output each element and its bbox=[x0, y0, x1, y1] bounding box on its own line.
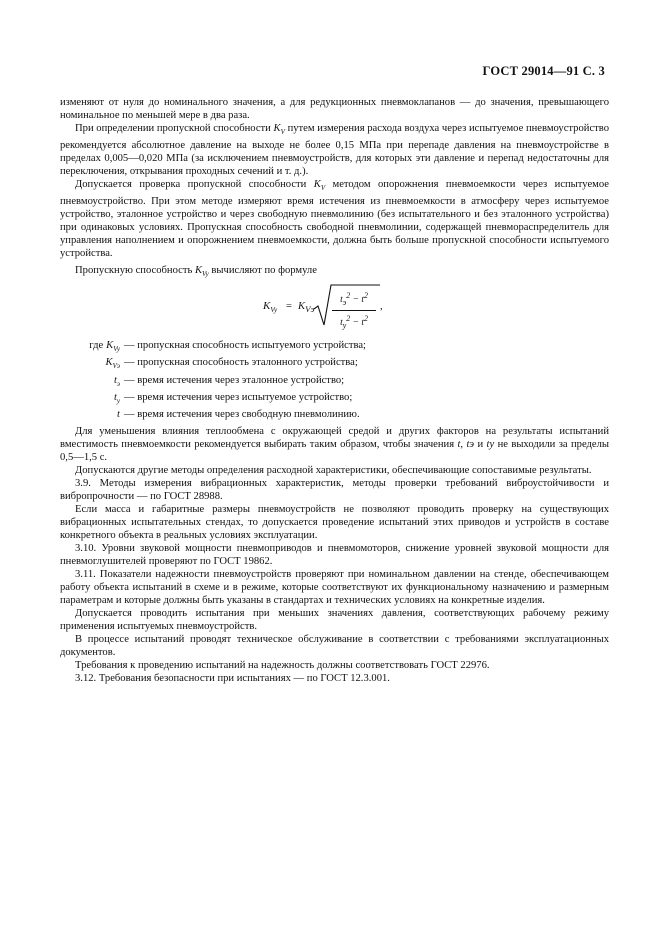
symbol-kv: $K_V$ bbox=[273, 123, 285, 137]
flow-capacity-formula bbox=[60, 283, 609, 333]
symbol-kvy: $K_{Vy}$ bbox=[194, 265, 209, 279]
formula-legend bbox=[60, 339, 609, 425]
document-body bbox=[60, 96, 609, 685]
formula-equals: = bbox=[286, 301, 292, 313]
fraction-bar bbox=[332, 310, 376, 311]
paragraph-mass-dimensions: Если масса и габаритные размеры пневмоустройств не позволяют проводить проверку на существующих вибрационных испытательных стендах, то допускается проведение испытаний этих приводов и устройств в составе конкретного объекта в реальных условиях эксплуатации. bbox=[60, 503, 609, 541]
paragraph-other-methods: Допускаются другие методы определения расходной характеристики, обеспечивающие сопоставимые результаты. bbox=[75, 464, 592, 476]
legend-item: $t_э$ — время истечения через эталонное устройство; bbox=[113, 374, 345, 388]
paragraph-3-12: 3.12. Требования безопасности при испытаниях — по ГОСТ 12.3.001. bbox=[75, 672, 390, 684]
paragraph-formula-intro: Пропускную способность $K_{Vy}$ вычисляют по формуле bbox=[75, 265, 317, 279]
legend-item: $t_у$ — время истечения через испытуемое устройство; bbox=[113, 391, 353, 405]
formula-trailing-comma: , bbox=[380, 301, 383, 313]
formula-fraction bbox=[332, 289, 376, 332]
paragraph-emptying-method: Допускается проверка пропускной способности $K_V$ методом опорожнения пневмоемкости через испытуемое пневмоустройство. При этом методе измеряют время истечения из пневмоемкости в атмосферу через испытуемое устройство, эталонное устройство и через свободную пневмолинию (без испытательного и без эталонного устройства) при одинаковых условиях. Пропускная способность свободной пневмолинии, содержащей пневмораспределитель для управления наполнением и опорожнением пневмоемкости, должна быть больше пропускной способности испытуемого устройства. bbox=[60, 179, 609, 260]
fraction-denominator: $t_у^2 - t^2$ bbox=[340, 314, 368, 331]
paragraph-3-9: 3.9. Методы измерения вибрационных характеристик, методы проверки требований виброустойчивости и вибропрочности — по ГОСТ 28988. bbox=[60, 477, 609, 502]
formula-lhs: $K_{Vy}$ bbox=[263, 300, 278, 315]
paragraph-flow-capacity-measurement: При определении пропускной способности $K_V$ путем измерения расхода воздуха через испытуемое пневмоустройство рекомендуется абсолютное давление на выходе не более 0,15 МПа при перепаде давления на пневмоустройстве в пределах 0,005—0,020 МПа (за исключением пневмоустройств, для которых эти давление и перепад недостаточны для переключения, открывания проходных сечений и т. д.). bbox=[60, 123, 610, 178]
paragraph-reliability-requirements: Требования к проведению испытаний на надежность должны соответствовать ГОСТ 22976. bbox=[75, 659, 490, 671]
paragraph-3-10: 3.10. Уровни звуковой мощности пневмоприводов и пневмомоторов, снижение уровней звуковой мощности для пневмоглушителей проверяют по ГОСТ 19862. bbox=[60, 542, 609, 567]
page-header: ГОСТ 29014—91 С. 3 bbox=[482, 64, 605, 78]
symbol-kv: $K_V$ bbox=[313, 179, 326, 193]
paragraph-lower-pressure: Допускается проводить испытания при меньших значениях давления, соответствующих рабочему режиму применения испытуемых пневмоустройств. bbox=[60, 607, 609, 632]
paragraph-3-11: 3.11. Показатели надежности пневмоустройств проверяют при номинальном давлении на стенде, обеспечивающем работу объекта испытаний в схеме и в режиме, которые соответствуют их функциональному назначению и размерным параметрам и которые должны быть указаны в стандартах и технических условиях на конкретные изделия. bbox=[60, 568, 609, 606]
paragraph-continuation: изменяют от нуля до номинального значения, а для редукционных пневмоклапанов — до значения, превышающего номинальное по меньшей мере в два раза. bbox=[60, 97, 609, 121]
paragraph-maintenance: В процессе испытаний проводят техническое обслуживание в соответствии с требованиями эксплуатационных документов. bbox=[60, 633, 609, 658]
formula-rhs-coefficient: $K_{Vэ}$ bbox=[298, 301, 315, 315]
legend-item: где $K_{Vy}$ — пропускная способность испытуемого устройства; bbox=[89, 340, 366, 354]
legend-item: t — время истечения через свободную пневмолинию. bbox=[117, 408, 360, 420]
fraction-numerator: $t_э^2 - t^2$ bbox=[340, 291, 368, 308]
paragraph-heat-exchange: Для уменьшения влияния теплообмена с окружающей средой и других факторов на результаты испытаний вместимость пневмоемкости рекомендуется выбирать таким образом, чтобы значения t, tэ и tу не выходили за пределы 0,5—1,5 с. bbox=[60, 425, 610, 463]
legend-item: $K_{Vэ}$ — пропускная способность эталонного устройства; bbox=[105, 357, 358, 371]
